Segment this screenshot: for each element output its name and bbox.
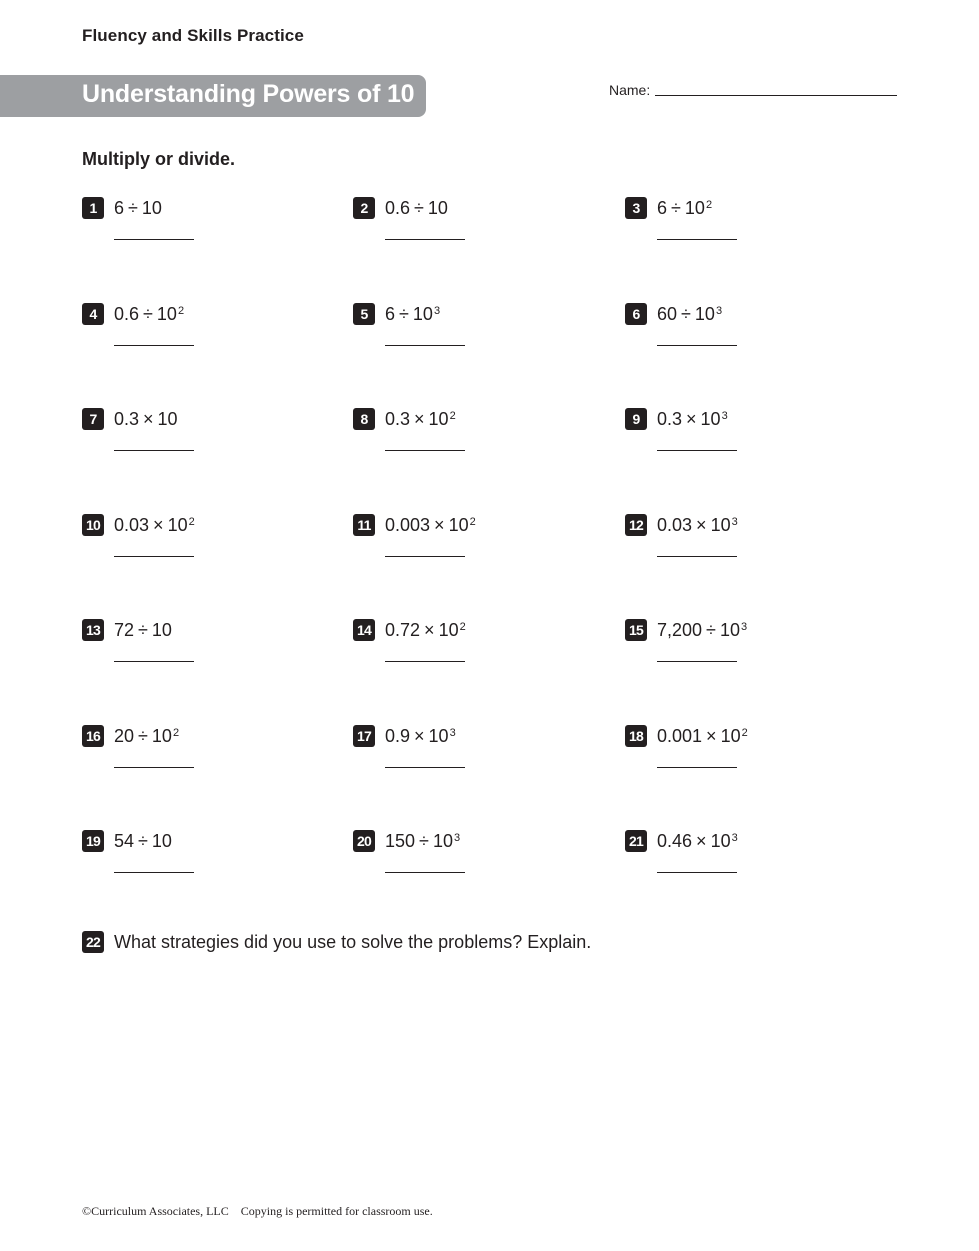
- answer-blank[interactable]: [657, 556, 737, 557]
- exponent: 3: [731, 516, 738, 528]
- problem-18: [625, 725, 865, 785]
- answer-blank[interactable]: [657, 661, 737, 662]
- answer-blank[interactable]: [114, 767, 194, 768]
- power-base: 10: [141, 198, 162, 218]
- problem-expression: [657, 514, 738, 536]
- power-base: 10: [156, 304, 177, 324]
- exponent: 3: [453, 832, 461, 844]
- operator-symbol: ÷: [138, 831, 148, 851]
- problem-expression: [657, 303, 722, 325]
- answer-blank[interactable]: [385, 450, 465, 451]
- exponent: 3: [715, 305, 723, 317]
- problem-number-badge: 1: [82, 197, 104, 219]
- problem-13: [82, 619, 322, 679]
- exponent: 2: [469, 516, 476, 528]
- problem-15: [625, 619, 865, 679]
- problem-number-badge: 13: [82, 619, 104, 641]
- problem-number-badge: 18: [625, 725, 647, 747]
- operand: 0.003: [385, 515, 431, 535]
- problem-12: [625, 514, 865, 574]
- problem-9: [625, 408, 865, 468]
- power-base: 10: [151, 726, 172, 746]
- problem-number-badge: 2: [353, 197, 375, 219]
- operator-symbol: ×: [696, 831, 707, 851]
- problem-4: [82, 303, 322, 363]
- answer-blank[interactable]: [114, 872, 194, 873]
- problem-expression: [657, 830, 738, 852]
- operand: 0.9: [385, 726, 411, 746]
- operand: 0.72: [385, 620, 421, 640]
- exponent: 2: [705, 199, 713, 211]
- problem-expression: [114, 303, 184, 325]
- operator-symbol: ÷: [138, 620, 148, 640]
- problem-expression: [114, 830, 172, 852]
- operand: 20: [114, 726, 135, 746]
- problem-expression: [385, 197, 448, 219]
- problem-19: [82, 830, 322, 890]
- operator-symbol: ×: [414, 409, 425, 429]
- problem-expression: [385, 830, 460, 852]
- exponent: 2: [459, 621, 466, 633]
- operand: 72: [114, 620, 135, 640]
- answer-blank[interactable]: [385, 556, 465, 557]
- operand: 0.46: [657, 831, 693, 851]
- operand: 0.6: [385, 198, 411, 218]
- problem-number-badge: 9: [625, 408, 647, 430]
- exponent: 2: [449, 410, 456, 422]
- operator-symbol: ×: [153, 515, 164, 535]
- operator-symbol: ÷: [138, 726, 148, 746]
- permission-text: Copying is permitted for classroom use.: [240, 1204, 433, 1218]
- operand: 6: [385, 304, 396, 324]
- name-field[interactable]: [655, 95, 897, 96]
- operand: 60: [657, 304, 678, 324]
- operand: 7,200: [657, 620, 703, 640]
- power-base: 10: [694, 304, 715, 324]
- operand: 0.3: [657, 409, 683, 429]
- answer-blank[interactable]: [114, 239, 194, 240]
- problem-10: [82, 514, 322, 574]
- problem-20: [353, 830, 593, 890]
- problem-number-badge: 3: [625, 197, 647, 219]
- instructions: Multiply or divide.: [82, 149, 236, 169]
- exponent: 2: [177, 305, 185, 317]
- operator-symbol: ×: [424, 620, 435, 640]
- question-number-badge: 22: [82, 931, 104, 953]
- problem-number-badge: 12: [625, 514, 647, 536]
- problem-number-badge: 14: [353, 619, 375, 641]
- copyright-text: ©Curriculum Associates, LLC: [82, 1204, 229, 1218]
- problem-expression: [657, 619, 747, 641]
- power-base: 10: [438, 620, 459, 640]
- problem-number-badge: 11: [353, 514, 375, 536]
- problem-expression: [657, 408, 728, 430]
- problem-expression: [114, 408, 178, 430]
- operand: 0.3: [385, 409, 411, 429]
- power-base: 10: [448, 515, 469, 535]
- problem-expression: [385, 514, 476, 536]
- exponent: 2: [741, 727, 748, 739]
- problem-14: [353, 619, 593, 679]
- operator-symbol: ×: [434, 515, 445, 535]
- problem-6: [625, 303, 865, 363]
- problem-expression: [385, 408, 456, 430]
- operator-symbol: ×: [706, 726, 717, 746]
- power-base: 10: [427, 198, 448, 218]
- operand: 0.03: [657, 515, 693, 535]
- problem-11: [353, 514, 593, 574]
- answer-blank[interactable]: [385, 345, 465, 346]
- operator-symbol: ÷: [671, 198, 681, 218]
- problem-expression: [385, 619, 466, 641]
- problem-7: [82, 408, 322, 468]
- exponent: 2: [188, 516, 195, 528]
- problem-number-badge: 10: [82, 514, 104, 536]
- power-base: 10: [700, 409, 721, 429]
- problem-number-badge: 5: [353, 303, 375, 325]
- answer-blank[interactable]: [657, 872, 737, 873]
- problem-number-badge: 7: [82, 408, 104, 430]
- operator-symbol: ÷: [419, 831, 429, 851]
- problem-number-badge: 16: [82, 725, 104, 747]
- footer: [82, 1204, 433, 1219]
- problem-number-badge: 4: [82, 303, 104, 325]
- problem-17: [353, 725, 593, 785]
- operator-symbol: ÷: [128, 198, 138, 218]
- problem-8: [353, 408, 593, 468]
- operator-symbol: ×: [143, 409, 154, 429]
- section-label: Fluency and Skills Practice: [82, 26, 304, 45]
- problem-number-badge: 17: [353, 725, 375, 747]
- problem-expression: [114, 514, 195, 536]
- question-text: What strategies did you use to solve the problems? Explain.: [114, 932, 592, 952]
- operator-symbol: ÷: [706, 620, 716, 640]
- power-base: 10: [167, 515, 188, 535]
- operator-symbol: ÷: [399, 304, 409, 324]
- problem-expression: [657, 197, 712, 219]
- problem-expression: [114, 725, 179, 747]
- exponent: 3: [449, 727, 456, 739]
- answer-blank[interactable]: [114, 345, 194, 346]
- answer-blank[interactable]: [114, 661, 194, 662]
- power-base: 10: [412, 304, 433, 324]
- operator-symbol: ×: [696, 515, 707, 535]
- problem-number-badge: 19: [82, 830, 104, 852]
- problem-expression: [657, 725, 748, 747]
- power-base: 10: [684, 198, 705, 218]
- page-title: Understanding Powers of 10: [82, 80, 415, 108]
- power-base: 10: [720, 726, 741, 746]
- exponent: 3: [721, 410, 728, 422]
- exponent: 2: [172, 727, 180, 739]
- problem-number-badge: 6: [625, 303, 647, 325]
- operand: 150: [385, 831, 416, 851]
- power-base: 10: [428, 409, 449, 429]
- answer-blank[interactable]: [385, 239, 465, 240]
- problem-number-badge: 21: [625, 830, 647, 852]
- operator-symbol: ÷: [143, 304, 153, 324]
- answer-blank[interactable]: [657, 345, 737, 346]
- problem-expression: [385, 303, 440, 325]
- operator-symbol: ÷: [414, 198, 424, 218]
- name-label: Name:: [609, 82, 651, 98]
- power-base: 10: [428, 726, 449, 746]
- problem-expression: [114, 619, 172, 641]
- operand: 0.6: [114, 304, 140, 324]
- problem-5: [353, 303, 593, 363]
- power-base: 10: [157, 409, 178, 429]
- operand: 0.3: [114, 409, 140, 429]
- operand: 6: [657, 198, 668, 218]
- exponent: 3: [740, 621, 748, 633]
- problem-3: [625, 197, 865, 257]
- answer-blank[interactable]: [657, 767, 737, 768]
- problem-2: [353, 197, 593, 257]
- answer-blank[interactable]: [385, 661, 465, 662]
- operand: 54: [114, 831, 135, 851]
- operand: 6: [114, 198, 125, 218]
- operand: 0.03: [114, 515, 150, 535]
- problem-21: [625, 830, 865, 890]
- answer-blank[interactable]: [385, 767, 465, 768]
- power-base: 10: [710, 831, 731, 851]
- power-base: 10: [719, 620, 740, 640]
- answer-blank[interactable]: [657, 450, 737, 451]
- operand: 0.001: [657, 726, 703, 746]
- answer-blank[interactable]: [385, 872, 465, 873]
- power-base: 10: [151, 620, 172, 640]
- exponent: 3: [731, 832, 738, 844]
- power-base: 10: [432, 831, 453, 851]
- answer-blank[interactable]: [657, 239, 737, 240]
- operator-symbol: ×: [686, 409, 697, 429]
- problem-expression: [385, 725, 456, 747]
- exponent: 3: [433, 305, 441, 317]
- power-base: 10: [710, 515, 731, 535]
- problem-number-badge: 8: [353, 408, 375, 430]
- problem-number-badge: 20: [353, 830, 375, 852]
- answer-blank[interactable]: [114, 556, 194, 557]
- operator-symbol: ×: [414, 726, 425, 746]
- problem-expression: [114, 197, 162, 219]
- answer-blank[interactable]: [114, 450, 194, 451]
- problem-1: [82, 197, 322, 257]
- operator-symbol: ÷: [681, 304, 691, 324]
- problem-16: [82, 725, 322, 785]
- problem-number-badge: 15: [625, 619, 647, 641]
- power-base: 10: [151, 831, 172, 851]
